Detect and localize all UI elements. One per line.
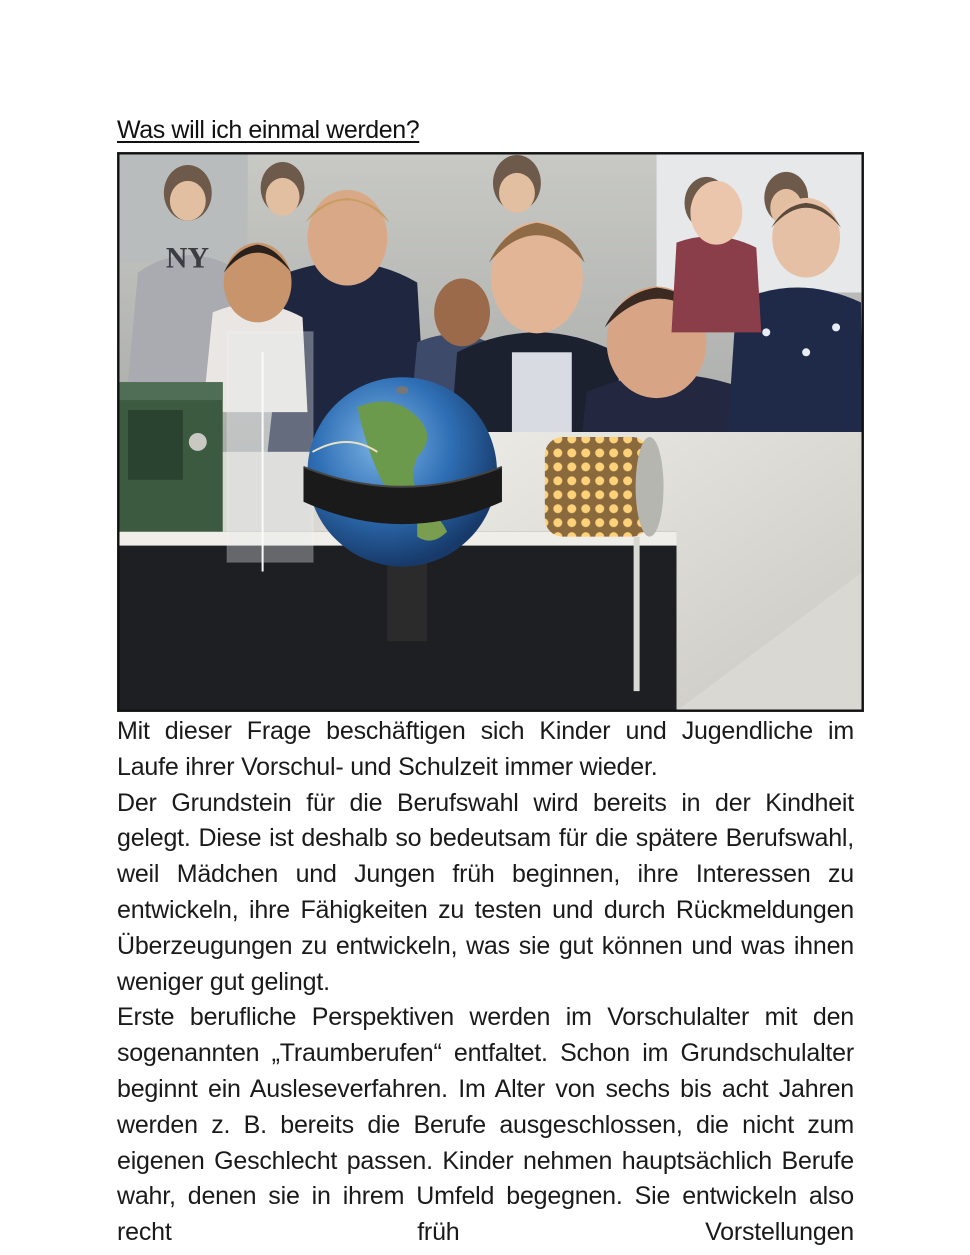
page-title: Was will ich einmal werden? bbox=[117, 116, 420, 144]
sweater-print: NY bbox=[165, 241, 210, 275]
article-body bbox=[117, 714, 854, 1251]
classroom-photo bbox=[117, 152, 864, 712]
paragraph-1: Mit dieser Frage beschäftigen sich Kinder und Jugendliche im Laufe ihrer Vorschul- und Schulzeit immer wieder. bbox=[117, 717, 854, 781]
classroom-photo-illustration bbox=[118, 153, 863, 711]
paragraph-3: Erste berufliche Perspektiven werden im Vorschulalter mit den sogenannten „Traumberufen“ entfaltet. Schon im Grundschulalter beginnt ein Ausleseverfahren. Im Alter von sechs bis acht Jahren werden z. B. bereits die Berufe ausgeschlossen, die nicht zum eigenen Geschlecht passen. Kinder nehmen hauptsächlich Berufe wahr, denen sie in ihrem Umfeld begegnen. Sie entwickeln also recht früh Vorstellungen bbox=[117, 1003, 854, 1247]
paragraph-2: Der Grundstein für die Berufswahl wird bereits in der Kindheit gelegt. Diese ist deshalb so bedeutsam für die spätere Berufswahl, weil Mädchen und Jungen früh beginnen, ihre Interessen zu entwickeln, ihre Fähigkeiten zu testen und durch Rückmeldungen Überzeugungen zu entwickeln, was sie gut können und was ihnen weniger gut gelingt. bbox=[117, 788, 854, 996]
